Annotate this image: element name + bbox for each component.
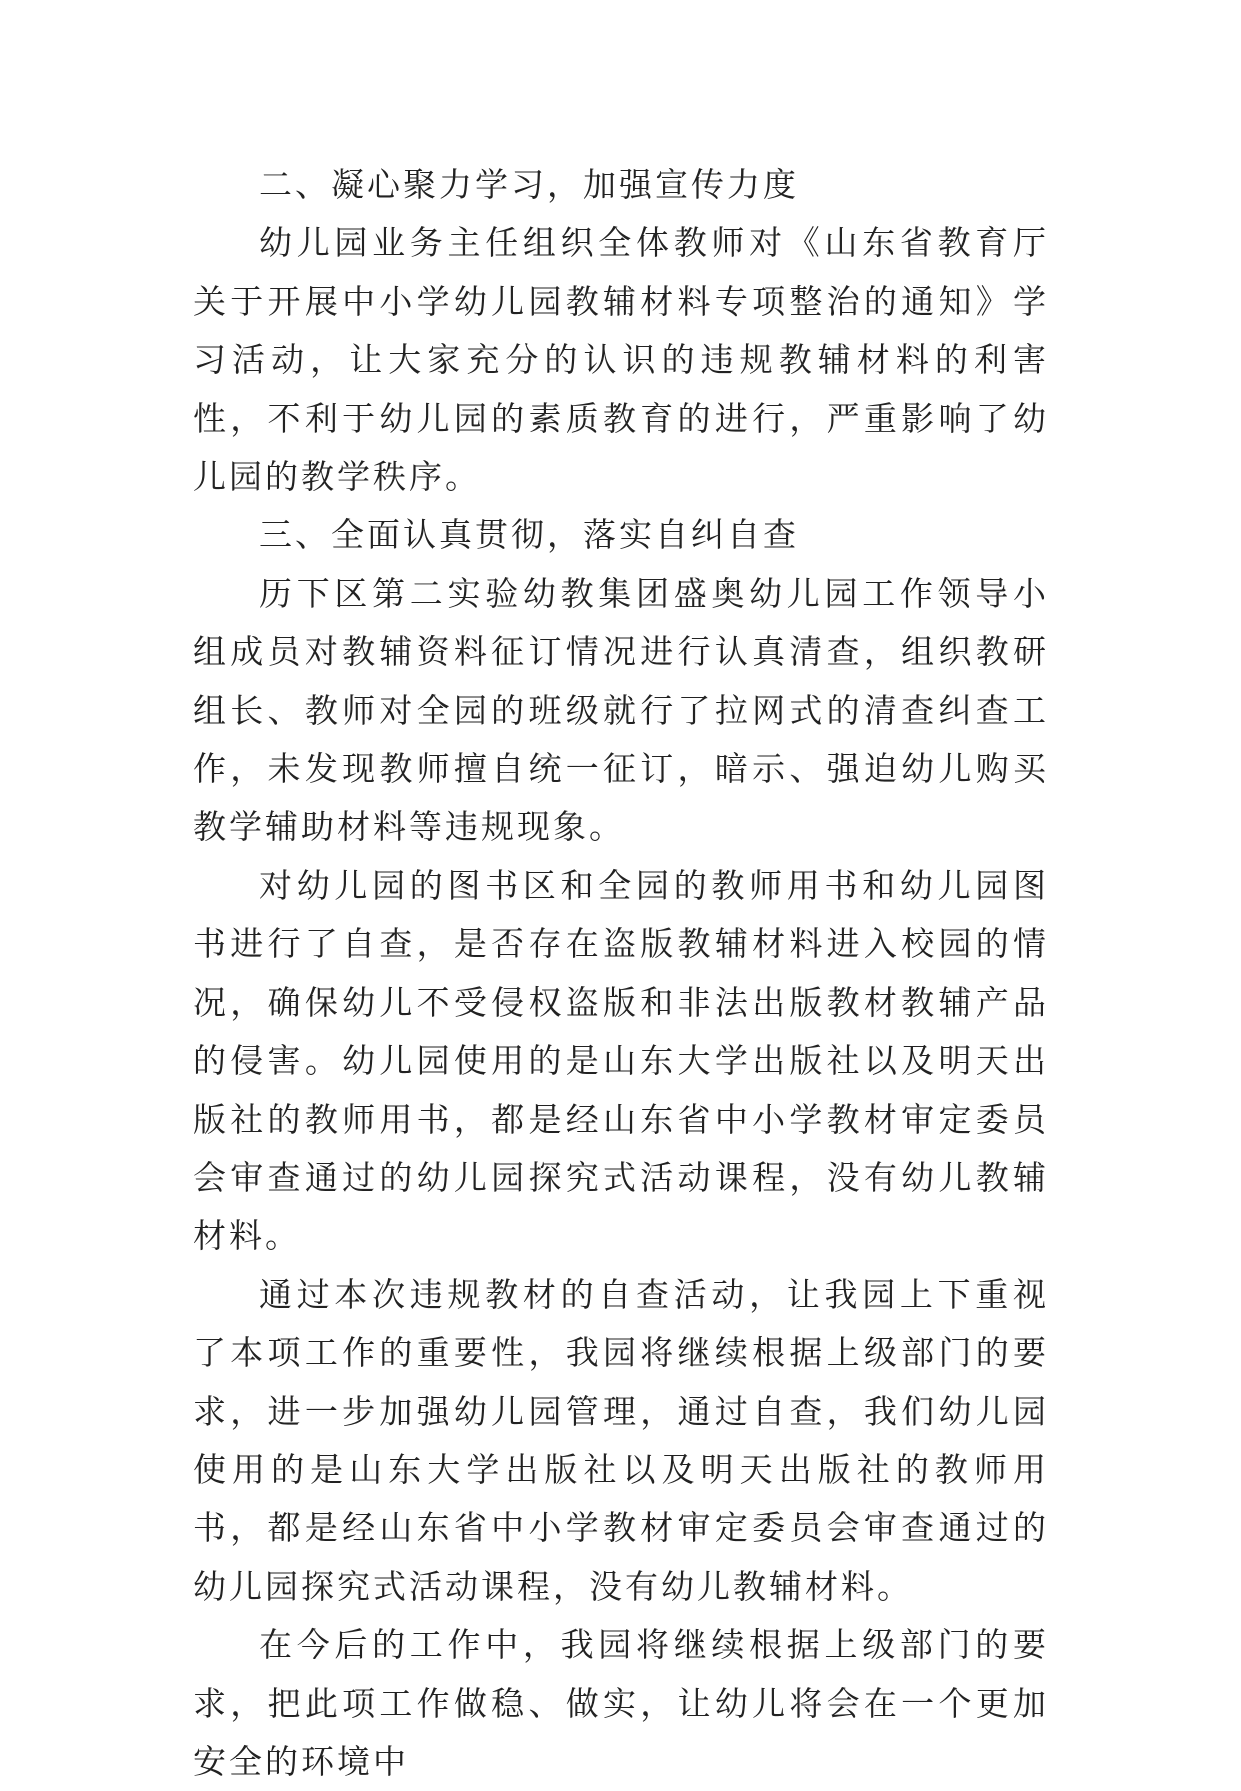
- paragraph: 在今后的工作中，我园将继续根据上级部门的要求，把此项工作做稳、做实，让幼儿将会在一个更加安全的环境中: [193, 1625, 1049, 1781]
- document-body: [193, 156, 1049, 1791]
- section-heading-3: 三、全面认真贯彻，落实自纠自查: [259, 515, 799, 555]
- paragraph: 对幼儿园的图书区和全园的教师用书和幼儿园图书进行了自查，是否存在盗版教辅材料进入校园的情况，确保幼儿不受侵权盗版和非法出版教材教辅产品的侵害。幼儿园使用的是山东大学出版社以及明天出版社的教师用书，都是经山东省中小学教材审定委员会审查通过的幼儿园探究式活动课程，没有幼儿教辅材料。: [193, 865, 1049, 1256]
- paragraph: 历下区第二实验幼教集团盛奥幼儿园工作领导小组成员对教辅资料征订情况进行认真清查，组织教研组长、教师对全园的班级就行了拉网式的清查纠查工作，未发现教师擅自统一征订，暗示、强迫幼儿购买教学辅助材料等违规现象。: [193, 573, 1049, 847]
- paragraph: 幼儿园业务主任组织全体教师对《山东省教育厅关于开展中小学幼儿园教辅材料专项整治的通知》学习活动，让大家充分的认识的违规教辅材料的利害性，不利于幼儿园的素质教育的进行，严重影响了幼儿园的教学秩序。: [193, 223, 1049, 497]
- paragraph: 通过本次违规教材的自查活动，让我园上下重视了本项工作的重要性，我园将继续根据上级部门的要求，进一步加强幼儿园管理，通过自查，我们幼儿园使用的是山东大学出版社以及明天出版社的教师用书，都是经山东省中小学教材审定委员会审查通过的幼儿园探究式活动课程，没有幼儿教辅材料。: [193, 1274, 1049, 1606]
- section-heading-2: 二、凝心聚力学习，加强宣传力度: [259, 165, 799, 204]
